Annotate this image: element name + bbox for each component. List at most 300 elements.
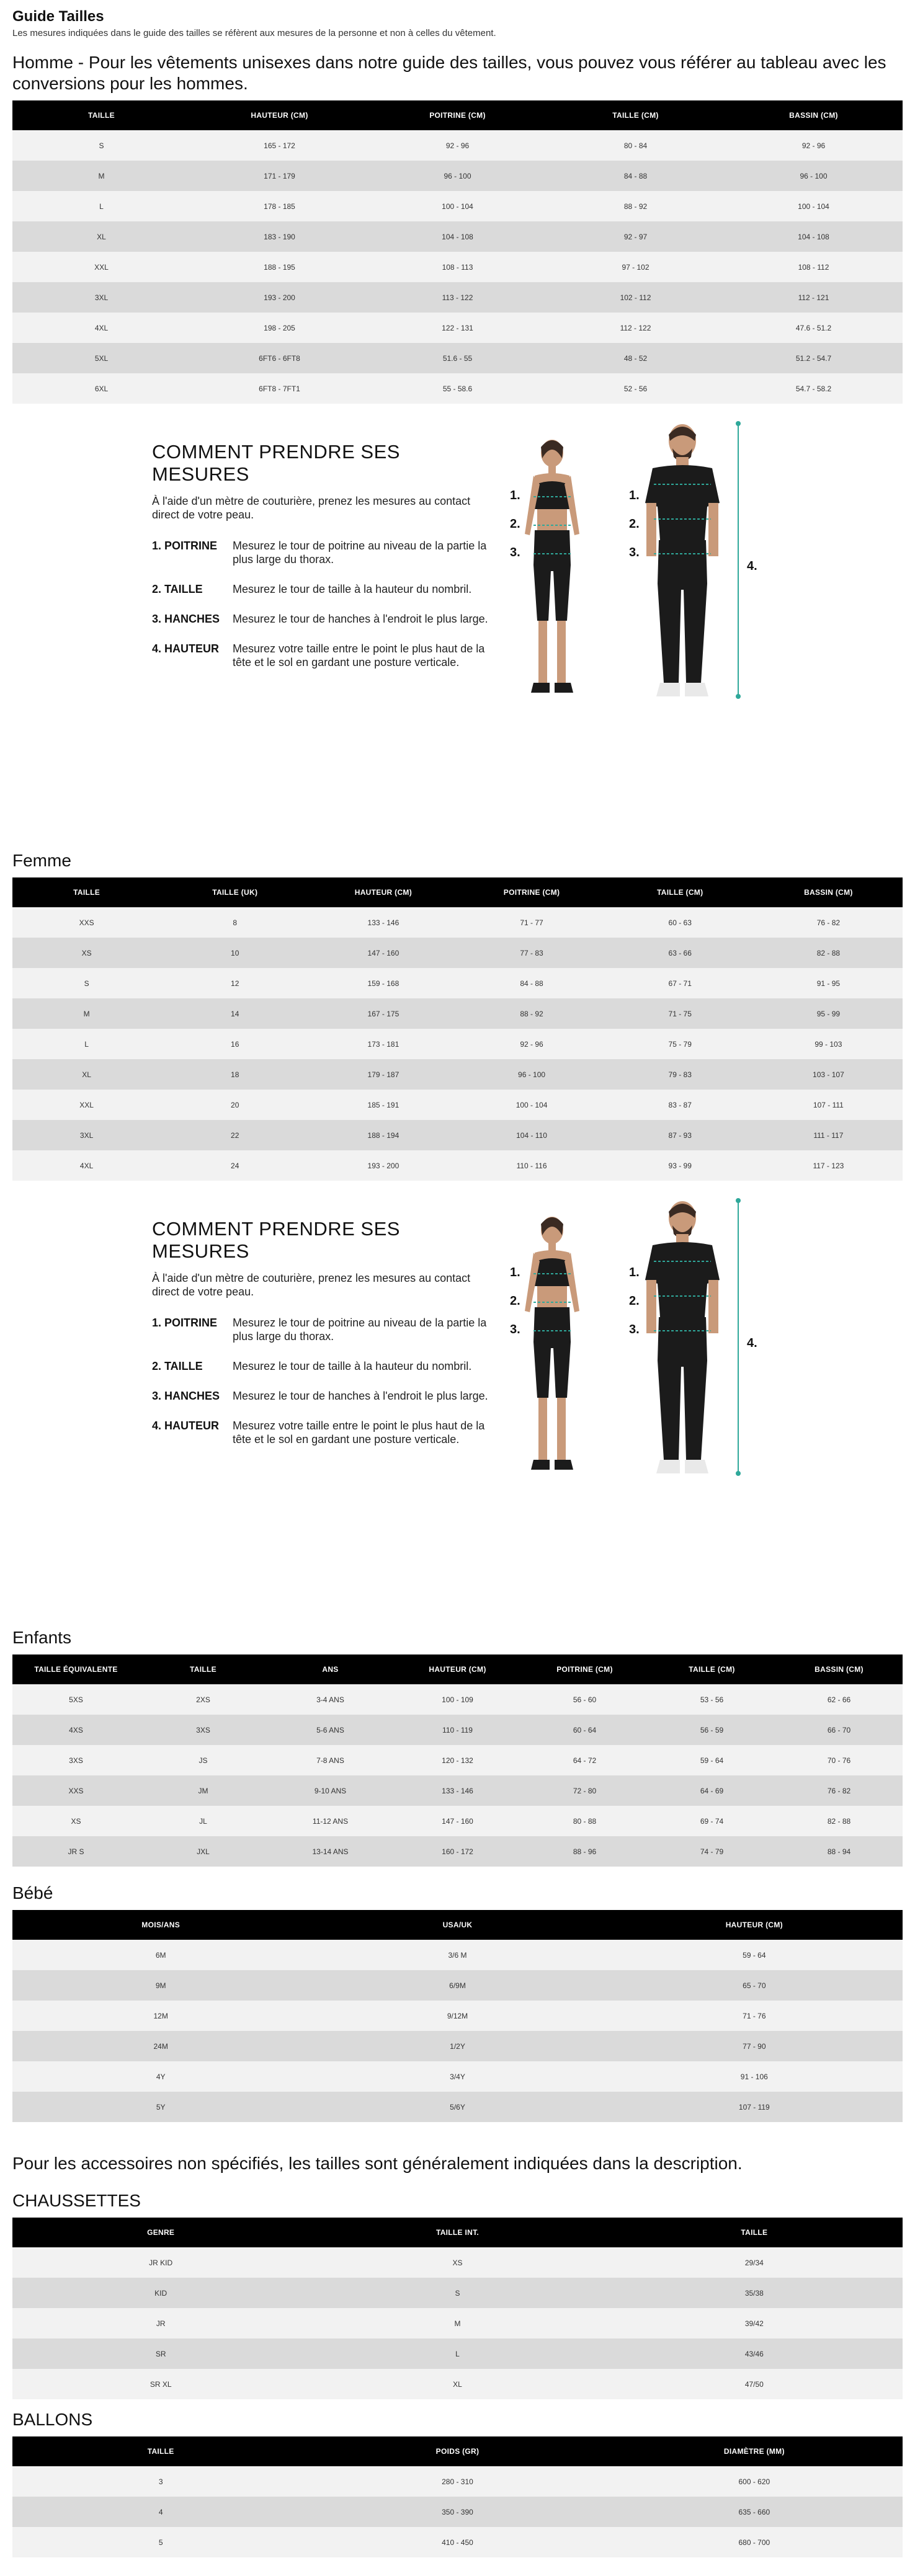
table-cell: 5/6Y	[309, 2092, 605, 2122]
table-row	[12, 1059, 903, 1090]
table-cell: 117 - 123	[754, 1150, 903, 1181]
column-header: TAILLE (UK)	[161, 877, 309, 907]
measure-step-label: 4. HAUTEUR	[152, 1419, 220, 1432]
measure-title: COMMENT PRENDRE SES MESURES	[152, 1218, 400, 1262]
table-cell: 159 - 168	[309, 968, 457, 998]
table-cell: 9-10 ANS	[267, 1775, 394, 1806]
table-cell: JXL	[140, 1836, 267, 1867]
table-header-row	[12, 2436, 903, 2466]
column-header: HAUTEUR (CM)	[606, 1910, 903, 1940]
column-header: TAILLE (CM)	[547, 100, 725, 130]
table-cell: 104 - 110	[457, 1120, 605, 1150]
table-cell: JS	[140, 1745, 267, 1775]
table-cell: 60 - 64	[521, 1715, 648, 1745]
table-cell: 69 - 74	[648, 1806, 775, 1836]
table-cell: 72 - 80	[521, 1775, 648, 1806]
table-cell: 88 - 92	[457, 998, 605, 1029]
table-header-row	[12, 1654, 903, 1684]
table-cell: 92 - 96	[725, 130, 903, 161]
table-cell: 79 - 83	[606, 1059, 754, 1090]
table-cell: 165 - 172	[190, 130, 368, 161]
table-cell: 14	[161, 998, 309, 1029]
table-row	[12, 191, 903, 221]
measure-step-label: 3. HANCHES	[152, 1390, 220, 1402]
table-row	[12, 1940, 903, 1970]
table-cell: 3XS	[140, 1715, 267, 1745]
body-measurement-figures	[496, 1193, 806, 1540]
table-cell: 3XL	[12, 1120, 161, 1150]
column-header: USA/UK	[309, 1910, 605, 1940]
table-cell: 122 - 131	[368, 313, 547, 343]
table-cell: 24M	[12, 2031, 309, 2061]
intro-text: Les mesures indiquées dans le guide des tailles se réfèrent aux mesures de la personne et non à celles du vêtement.	[12, 28, 496, 38]
table-cell: 680 - 700	[606, 2527, 903, 2557]
table-cell: 9M	[12, 1970, 309, 2001]
enfants-size-table	[12, 1654, 903, 1867]
table-cell: 100 - 104	[457, 1090, 605, 1120]
table-cell: 3XS	[12, 1745, 140, 1775]
table-cell: 110 - 116	[457, 1150, 605, 1181]
measure-step-text: Mesurez le tour de poitrine au niveau de la partie la plus large du thorax.	[233, 540, 487, 566]
table-cell: 67 - 71	[606, 968, 754, 998]
table-cell: 5XS	[12, 1684, 140, 1715]
table-cell: 12	[161, 968, 309, 998]
table-cell: 185 - 191	[309, 1090, 457, 1120]
measure-instructions	[152, 441, 499, 685]
table-cell: 104 - 108	[725, 221, 903, 252]
measure-step-text: Mesurez le tour de hanches à l'endroit le plus large.	[233, 613, 488, 625]
table-row	[12, 2092, 903, 2122]
column-header: TAILLE	[12, 2436, 309, 2466]
table-cell: 8	[161, 907, 309, 938]
table-cell: 5-6 ANS	[267, 1715, 394, 1745]
bebe-size-table	[12, 1910, 903, 2122]
measure-step-label: 2. TAILLE	[152, 1360, 203, 1372]
column-header: TAILLE INT.	[309, 2218, 605, 2247]
measure-step-text: Mesurez le tour de taille à la hauteur du nombril.	[233, 583, 472, 595]
column-header: BASSIN (CM)	[725, 100, 903, 130]
woman-marker-label: 2.	[510, 517, 520, 531]
table-cell: 51.6 - 55	[368, 343, 547, 373]
table-header-row	[12, 2218, 903, 2247]
measure-step-label: 4. HAUTEUR	[152, 642, 220, 655]
table-row	[12, 907, 903, 938]
table-cell: 74 - 79	[648, 1836, 775, 1867]
table-cell: 71 - 75	[606, 998, 754, 1029]
table-cell: 20	[161, 1090, 309, 1120]
table-cell: 39/42	[606, 2308, 903, 2338]
table-cell: 29/34	[606, 2247, 903, 2278]
femme-size-table	[12, 877, 903, 1181]
table-cell: 76 - 82	[754, 907, 903, 938]
table-cell: 133 - 146	[309, 907, 457, 938]
table-row	[12, 1970, 903, 2001]
table-cell: 97 - 102	[547, 252, 725, 282]
table-row	[12, 998, 903, 1029]
man-figure	[645, 1201, 720, 1473]
table-cell: L	[12, 1029, 161, 1059]
table-cell: 5Y	[12, 2092, 309, 2122]
column-header: POITRINE (CM)	[368, 100, 547, 130]
table-row	[12, 1090, 903, 1120]
woman-figure	[525, 1217, 579, 1470]
table-cell: 3/4Y	[309, 2061, 605, 2092]
table-cell: JM	[140, 1775, 267, 1806]
table-cell: 635 - 660	[606, 2497, 903, 2527]
table-cell: 147 - 160	[394, 1806, 521, 1836]
table-cell: S	[12, 968, 161, 998]
table-cell: 4XL	[12, 1150, 161, 1181]
table-cell: JR S	[12, 1836, 140, 1867]
enfants-heading: Enfants	[12, 1628, 71, 1647]
height-marker-label: 4.	[747, 559, 757, 573]
table-row	[12, 2278, 903, 2308]
table-cell: XXS	[12, 907, 161, 938]
table-cell: 76 - 82	[775, 1775, 903, 1806]
table-row	[12, 2466, 903, 2497]
table-cell: 91 - 95	[754, 968, 903, 998]
table-cell: 102 - 112	[547, 282, 725, 313]
column-header: BASSIN (CM)	[775, 1654, 903, 1684]
measure-step	[152, 582, 499, 596]
table-row	[12, 2497, 903, 2527]
table-cell: 7-8 ANS	[267, 1745, 394, 1775]
table-cell: 198 - 205	[190, 313, 368, 343]
table-cell: 92 - 96	[457, 1029, 605, 1059]
page-title: Guide Tailles	[12, 8, 104, 25]
body-measurement-figures	[496, 416, 806, 763]
man-marker-label: 3.	[629, 546, 640, 559]
table-row	[12, 221, 903, 252]
table-row	[12, 2369, 903, 2399]
table-cell: 147 - 160	[309, 938, 457, 968]
man-marker-label: 1.	[629, 1266, 640, 1279]
measure-step-text: Mesurez le tour de taille à la hauteur du nombril.	[233, 1360, 472, 1372]
column-header: BASSIN (CM)	[754, 877, 903, 907]
height-top-dot	[736, 421, 741, 426]
table-row	[12, 1745, 903, 1775]
table-cell: 80 - 88	[521, 1806, 648, 1836]
table-row	[12, 1684, 903, 1715]
table-row	[12, 2031, 903, 2061]
table-cell: XS	[12, 938, 161, 968]
woman-marker-label: 3.	[510, 546, 520, 559]
man-marker-label: 2.	[629, 1294, 640, 1308]
table-cell: 171 - 179	[190, 161, 368, 191]
table-cell: 100 - 109	[394, 1684, 521, 1715]
measure-intro: À l'aide d'un mètre de couturière, prenez les mesures au contact direct de votre peau.	[152, 1272, 471, 1298]
table-cell: 66 - 70	[775, 1715, 903, 1745]
table-cell: XXL	[12, 252, 190, 282]
table-row	[12, 282, 903, 313]
homme-size-table	[12, 100, 903, 404]
table-cell: 92 - 96	[368, 130, 547, 161]
column-header: TAILLE	[606, 2218, 903, 2247]
table-cell: 64 - 72	[521, 1745, 648, 1775]
table-cell: 6/9M	[309, 1970, 605, 2001]
table-cell: 108 - 112	[725, 252, 903, 282]
table-cell: 77 - 83	[457, 938, 605, 968]
table-cell: 179 - 187	[309, 1059, 457, 1090]
man-figure	[645, 424, 720, 696]
table-cell: 63 - 66	[606, 938, 754, 968]
man-marker-label: 3.	[629, 1323, 640, 1336]
table-row	[12, 2338, 903, 2369]
table-cell: 65 - 70	[606, 1970, 903, 2001]
table-cell: XS	[309, 2247, 605, 2278]
table-cell: 103 - 107	[754, 1059, 903, 1090]
table-cell: 84 - 88	[457, 968, 605, 998]
column-header: TAILLE ÉQUIVALENTE	[12, 1654, 140, 1684]
table-cell: M	[12, 998, 161, 1029]
table-cell: 47.6 - 51.2	[725, 313, 903, 343]
column-header: ANS	[267, 1654, 394, 1684]
table-cell: 110 - 119	[394, 1715, 521, 1745]
table-cell: 56 - 60	[521, 1684, 648, 1715]
table-cell: 88 - 92	[547, 191, 725, 221]
table-row	[12, 373, 903, 404]
height-top-dot	[736, 1198, 741, 1203]
measure-intro: À l'aide d'un mètre de couturière, prenez les mesures au contact direct de votre peau.	[152, 495, 471, 521]
table-cell: 178 - 185	[190, 191, 368, 221]
table-cell: 6M	[12, 1940, 309, 1970]
measure-illustration	[496, 416, 806, 763]
table-cell: 10	[161, 938, 309, 968]
table-cell: L	[12, 191, 190, 221]
table-row	[12, 343, 903, 373]
table-row	[12, 2061, 903, 2092]
table-cell: JR KID	[12, 2247, 309, 2278]
ballons-heading: BALLONS	[12, 2410, 93, 2429]
table-cell: 280 - 310	[309, 2466, 605, 2497]
measure-step	[152, 642, 499, 669]
table-cell: 87 - 93	[606, 1120, 754, 1150]
table-cell: 92 - 97	[547, 221, 725, 252]
table-cell: 54.7 - 58.2	[725, 373, 903, 404]
table-cell: 100 - 104	[368, 191, 547, 221]
table-cell: 95 - 99	[754, 998, 903, 1029]
table-cell: 2XS	[140, 1684, 267, 1715]
table-cell: M	[309, 2308, 605, 2338]
column-header: TAILLE (CM)	[606, 877, 754, 907]
table-cell: 3/6 M	[309, 1940, 605, 1970]
column-header: HAUTEUR (CM)	[394, 1654, 521, 1684]
woman-marker-label: 2.	[510, 1294, 520, 1308]
measure-step-text: Mesurez le tour de hanches à l'endroit le plus large.	[233, 1390, 488, 1402]
table-cell: 6XL	[12, 373, 190, 404]
table-row	[12, 2308, 903, 2338]
table-cell: 16	[161, 1029, 309, 1059]
table-row	[12, 1836, 903, 1867]
table-cell: JL	[140, 1806, 267, 1836]
table-cell: 82 - 88	[754, 938, 903, 968]
table-row	[12, 2527, 903, 2557]
woman-marker-label: 1.	[510, 1266, 520, 1279]
table-cell: 6FT8 - 7FT1	[190, 373, 368, 404]
table-cell: 55 - 58.6	[368, 373, 547, 404]
table-cell: 59 - 64	[648, 1745, 775, 1775]
measure-step	[152, 1359, 499, 1373]
table-cell: 59 - 64	[606, 1940, 903, 1970]
column-header: TAILLE	[140, 1654, 267, 1684]
column-header: GENRE	[12, 2218, 309, 2247]
column-header: DIAMÈTRE (MM)	[606, 2436, 903, 2466]
table-row	[12, 938, 903, 968]
measure-illustration	[496, 1193, 806, 1540]
table-cell: XL	[309, 2369, 605, 2399]
table-cell: 35/38	[606, 2278, 903, 2308]
table-cell: 84 - 88	[547, 161, 725, 191]
height-marker-label: 4.	[747, 1336, 757, 1350]
column-header: HAUTEUR (CM)	[309, 877, 457, 907]
measure-step-text: Mesurez votre taille entre le point le plus haut de la tête et le sol en gardant une posture verticale.	[233, 642, 485, 668]
table-cell: 96 - 100	[725, 161, 903, 191]
table-cell: 96 - 100	[368, 161, 547, 191]
table-cell: 77 - 90	[606, 2031, 903, 2061]
table-cell: 4	[12, 2497, 309, 2527]
table-cell: KID	[12, 2278, 309, 2308]
table-cell: 107 - 111	[754, 1090, 903, 1120]
table-cell: XL	[12, 1059, 161, 1090]
table-row	[12, 252, 903, 282]
column-header: TAILLE	[12, 100, 190, 130]
table-cell: 13-14 ANS	[267, 1836, 394, 1867]
table-cell: 82 - 88	[775, 1806, 903, 1836]
table-cell: JR	[12, 2308, 309, 2338]
table-cell: 64 - 69	[648, 1775, 775, 1806]
table-cell: 9/12M	[309, 2001, 605, 2031]
table-cell: 60 - 63	[606, 907, 754, 938]
measure-step-text: Mesurez votre taille entre le point le plus haut de la tête et le sol en gardant une posture verticale.	[233, 1419, 485, 1446]
table-cell: L	[309, 2338, 605, 2369]
bebe-heading: Bébé	[12, 1883, 53, 1903]
measure-step	[152, 1389, 499, 1403]
measure-step-text: Mesurez le tour de poitrine au niveau de la partie la plus large du thorax.	[233, 1317, 487, 1343]
table-cell: 112 - 121	[725, 282, 903, 313]
measure-step-label: 1. POITRINE	[152, 1317, 218, 1329]
table-cell: 71 - 77	[457, 907, 605, 938]
table-cell: 11-12 ANS	[267, 1806, 394, 1836]
measure-step-label: 3. HANCHES	[152, 613, 220, 625]
measure-step-label: 2. TAILLE	[152, 583, 203, 595]
table-cell: 91 - 106	[606, 2061, 903, 2092]
table-row	[12, 1150, 903, 1181]
accessories-note: Pour les accessoires non spécifiés, les tailles sont généralement indiquées dans la description.	[12, 2154, 743, 2173]
table-cell: 24	[161, 1150, 309, 1181]
table-cell: 93 - 99	[606, 1150, 754, 1181]
homme-heading: Homme - Pour les vêtements unisexes dans notre guide des tailles, vous pouvez vous référer au tableau avec les conversions pour les hommes.	[12, 53, 886, 93]
table-cell: 1/2Y	[309, 2031, 605, 2061]
height-bottom-dot	[736, 1471, 741, 1476]
table-cell: 4XL	[12, 313, 190, 343]
table-cell: 62 - 66	[775, 1684, 903, 1715]
table-cell: 113 - 122	[368, 282, 547, 313]
measure-step	[152, 1316, 499, 1343]
table-row	[12, 313, 903, 343]
table-cell: XXL	[12, 1090, 161, 1120]
table-cell: 100 - 104	[725, 191, 903, 221]
table-cell: 22	[161, 1120, 309, 1150]
table-cell: 75 - 79	[606, 1029, 754, 1059]
measure-guide-2	[12, 1181, 903, 1627]
table-row	[12, 1715, 903, 1745]
table-cell: 70 - 76	[775, 1745, 903, 1775]
table-row	[12, 1120, 903, 1150]
table-cell: 5XL	[12, 343, 190, 373]
table-cell: 188 - 194	[309, 1120, 457, 1150]
table-cell: 3	[12, 2466, 309, 2497]
table-row	[12, 1806, 903, 1836]
table-cell: 83 - 87	[606, 1090, 754, 1120]
table-cell: 160 - 172	[394, 1836, 521, 1867]
table-cell: 43/46	[606, 2338, 903, 2369]
table-cell: 3XL	[12, 282, 190, 313]
height-bottom-dot	[736, 694, 741, 699]
table-row	[12, 1029, 903, 1059]
column-header: TAILLE	[12, 877, 161, 907]
table-cell: 600 - 620	[606, 2466, 903, 2497]
table-cell: XL	[12, 221, 190, 252]
table-cell: 183 - 190	[190, 221, 368, 252]
chaussettes-size-table	[12, 2218, 903, 2399]
measure-step-label: 1. POITRINE	[152, 540, 218, 552]
table-header-row	[12, 877, 903, 907]
man-marker-label: 1.	[629, 489, 640, 502]
table-row	[12, 130, 903, 161]
table-cell: 52 - 56	[547, 373, 725, 404]
table-cell: 108 - 113	[368, 252, 547, 282]
table-cell: 88 - 96	[521, 1836, 648, 1867]
column-header: POIDS (GR)	[309, 2436, 605, 2466]
column-header: POITRINE (CM)	[457, 877, 605, 907]
table-cell: 53 - 56	[648, 1684, 775, 1715]
table-row	[12, 161, 903, 191]
column-header: MOIS/ANS	[12, 1910, 309, 1940]
table-cell: 133 - 146	[394, 1775, 521, 1806]
table-cell: 48 - 52	[547, 343, 725, 373]
table-cell: 111 - 117	[754, 1120, 903, 1150]
table-cell: 6FT6 - 6FT8	[190, 343, 368, 373]
table-cell: XXS	[12, 1775, 140, 1806]
table-cell: 167 - 175	[309, 998, 457, 1029]
table-cell: 4XS	[12, 1715, 140, 1745]
table-cell: S	[309, 2278, 605, 2308]
measure-step	[152, 539, 499, 566]
table-cell: 56 - 59	[648, 1715, 775, 1745]
table-cell: 350 - 390	[309, 2497, 605, 2527]
table-cell: 188 - 195	[190, 252, 368, 282]
table-cell: SR XL	[12, 2369, 309, 2399]
measure-guide-1	[12, 404, 903, 850]
table-cell: 120 - 132	[394, 1745, 521, 1775]
table-cell: 71 - 76	[606, 2001, 903, 2031]
table-cell: SR	[12, 2338, 309, 2369]
table-header-row	[12, 100, 903, 130]
woman-marker-label: 1.	[510, 489, 520, 502]
table-cell: 12M	[12, 2001, 309, 2031]
table-cell: XS	[12, 1806, 140, 1836]
column-header: POITRINE (CM)	[521, 1654, 648, 1684]
table-row	[12, 2247, 903, 2278]
table-cell: 173 - 181	[309, 1029, 457, 1059]
chaussettes-heading: CHAUSSETTES	[12, 2191, 141, 2210]
table-cell: 47/50	[606, 2369, 903, 2399]
woman-marker-label: 3.	[510, 1323, 520, 1336]
table-cell: M	[12, 161, 190, 191]
measure-instructions	[152, 1218, 499, 1462]
table-row	[12, 1775, 903, 1806]
table-cell: 18	[161, 1059, 309, 1090]
